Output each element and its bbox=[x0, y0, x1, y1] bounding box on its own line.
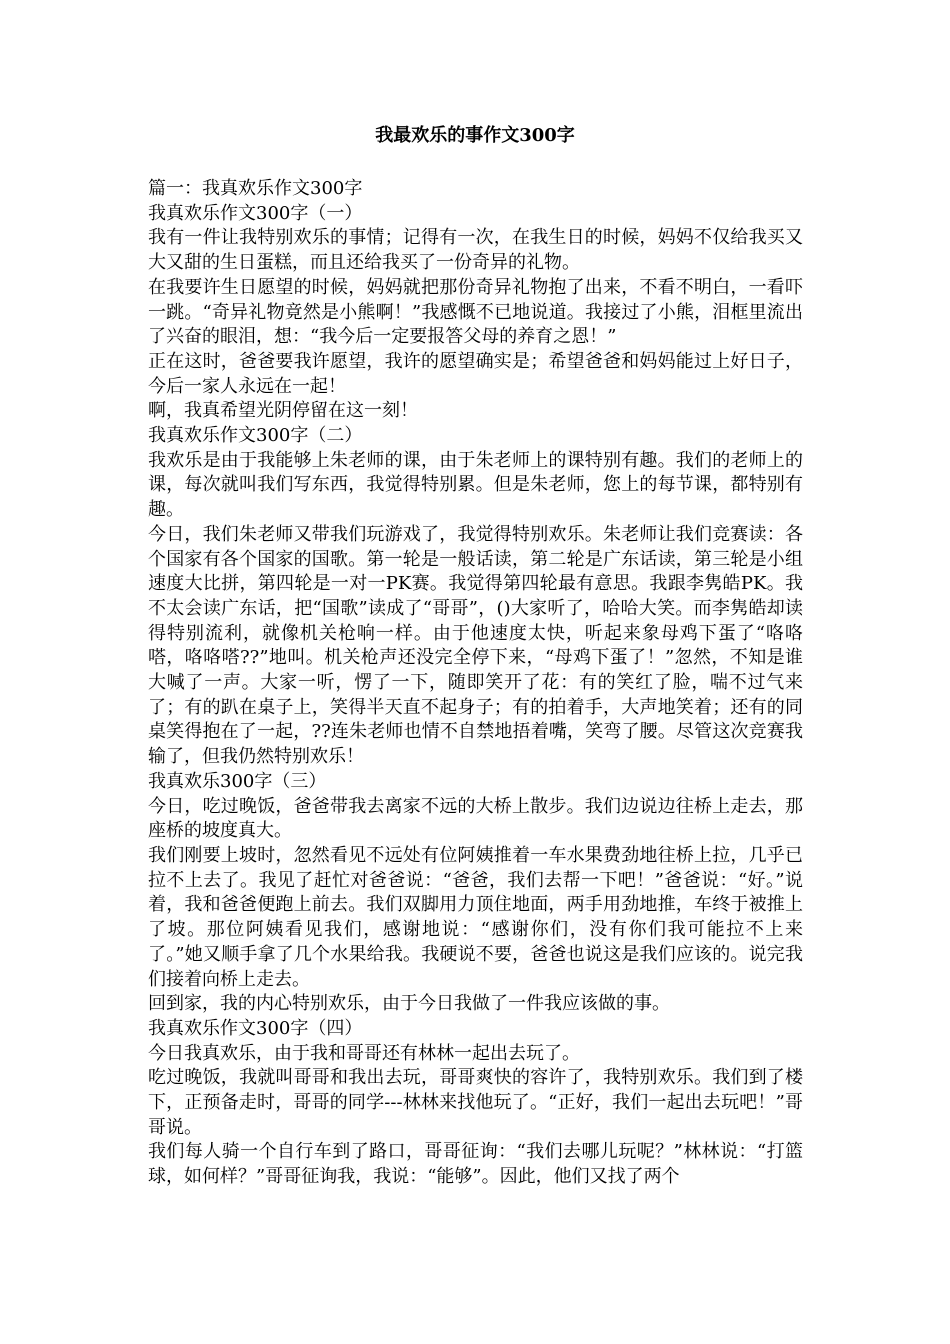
body-paragraph: 我欢乐是由于我能够上朱老师的课，由于朱老师上的课特别有趣。我们的老师上的课，每次就叫我们写东西，我觉得特别累。但是朱老师，您上的每节课，都特别有趣。 bbox=[148, 449, 803, 521]
body-paragraph: 我们刚要上坡时，忽然看见不远处有位阿姨推着一车水果费劲地往桥上拉，几乎已拉不上去了。我见了赶忙对爸爸说：“爸爸，我们去帮一下吧！”爸爸说：“好。”说着，我和爸爸便跑上前去。我们双脚用力顶住地面，两手用劲地推，车终于被推上了坡。那位阿姨看见我们，感谢地说：“感谢你们，没有你们我可能拉不上来了。”她又顺手拿了几个水果给我。我硬说不要，爸爸也说这是我们应该的。说完我们接着向桥上走去。 bbox=[148, 844, 803, 990]
body-paragraph: 在我要许生日愿望的时候，妈妈就把那份奇异礼物抱了出来，不看不明白，一看吓一跳。“奇异礼物竟然是小熊啊！”我感慨不已地说道。我接过了小熊，泪框里流出了兴奋的眼泪，想：“我今后一定要报答父母的养育之恩！” bbox=[148, 276, 803, 348]
body-paragraph: 我有一件让我特别欢乐的事情；记得有一次，在我生日的时候，妈妈不仅给我买又大又甜的生日蛋糕，而且还给我买了一份奇异的礼物。 bbox=[148, 227, 803, 274]
subsection-heading: 我真欢乐作文300字（一） bbox=[148, 202, 363, 224]
subsection-heading: 我真欢乐300字（三） bbox=[148, 770, 327, 792]
body-paragraph: 今日我真欢乐，由于我和哥哥还有林林一起出去玩了。 bbox=[148, 1042, 580, 1064]
body-paragraph: 正在这时，爸爸要我许愿望，我许的愿望确实是；希望爸爸和妈妈能过上好日子，今后一家人永远在一起！ bbox=[148, 350, 803, 397]
body-paragraph: 回到家，我的内心特别欢乐，由于今日我做了一件我应该做的事。 bbox=[148, 993, 670, 1015]
subsection-heading: 我真欢乐作文300字（四） bbox=[148, 1017, 363, 1039]
body-paragraph: 吃过晚饭，我就叫哥哥和我出去玩，哥哥爽快的容许了，我特别欢乐。我们到了楼下，正预备走时，哥哥的同学---林林来找他玩了。“正好，我们一起出去玩吧！”哥哥说。 bbox=[148, 1067, 803, 1138]
body-paragraph: 啊，我真希望光阴停留在这一刻！ bbox=[148, 400, 418, 422]
body-paragraph: 今日，我们朱老师又带我们玩游戏了，我觉得特别欢乐。朱老师让我们竞赛读：各个国家有各个国家的国歌。第一轮是一般话读，第二轮是广东话读，第三轮是小组速度大比拼，第四轮是一对一PK赛。我觉得第四轮最有意思。我跟李隽皓PK。我不太会读广东话，把“国歌”读成了“哥哥”，()大家听了，哈哈大笑。而李隽皓却读得特别流利，就像机关枪响一样。由于他速度太快，听起来象母鸡下蛋了“咯咯嗒，咯咯嗒??”地叫。机关枪声还没完全停下来，“母鸡下蛋了！”忽然，不知是谁大喊了一声。大家一听，愣了一下，随即笑开了花：有的笑红了脸，喘不过气来了；有的趴在桌子上，笑得半天直不起身子；有的拍着手，大声地笑着；还有的同桌笑得抱在了一起，??连朱老师也情不自禁地捂着嘴，笑弯了腰。尽管这次竞赛我输了，但我仍然特别欢乐！ bbox=[148, 523, 803, 768]
body-paragraph: 今日，吃过晚饭，爸爸带我去离家不远的大桥上散步。我们边说边往桥上走去，那座桥的坡度真大。 bbox=[148, 795, 803, 842]
document-title: 我最欢乐的事作文300字 bbox=[375, 125, 575, 146]
section-heading: 篇一：我真欢乐作文300字 bbox=[148, 178, 363, 199]
body-paragraph: 我们每人骑一个自行车到了路口，哥哥征询：“我们去哪儿玩呢？”林林说：“打篮球，如何样？”哥哥征询我，我说：“能够”。因此，他们又找了两个 bbox=[148, 1141, 803, 1188]
document-body bbox=[148, 177, 803, 1190]
subsection-heading: 我真欢乐作文300字（二） bbox=[148, 425, 363, 447]
